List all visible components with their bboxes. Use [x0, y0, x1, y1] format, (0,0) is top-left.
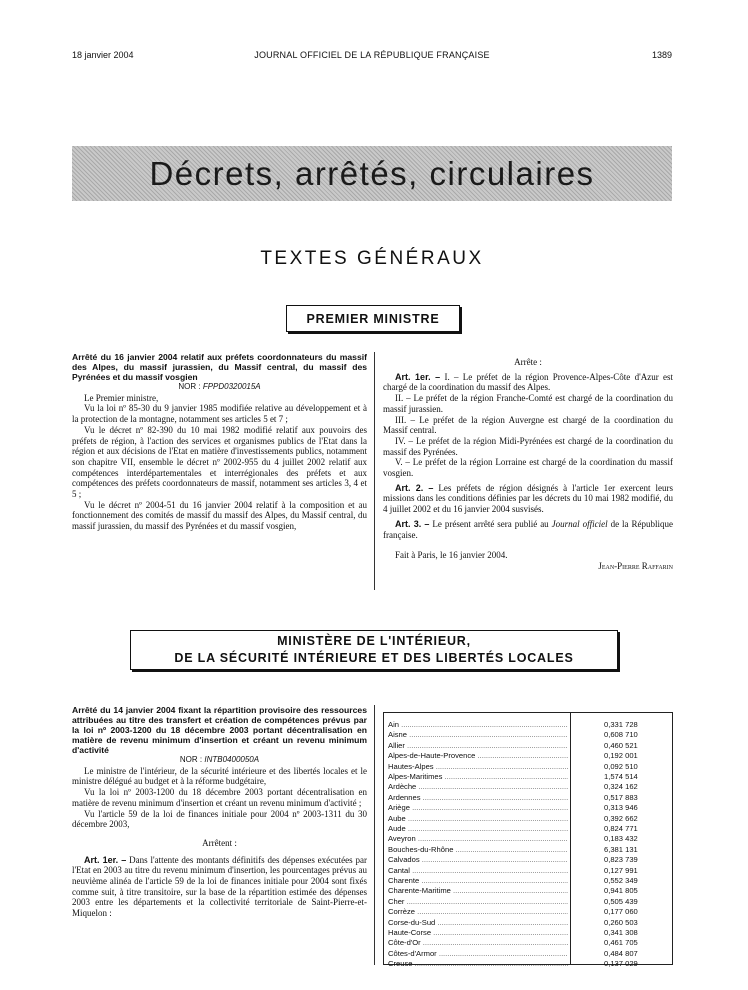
department-percentage: 0,127 991 — [604, 865, 638, 875]
department-name: Charente-Maritime ..... — [388, 885, 568, 896]
department-percentage: 0,941 805 — [604, 886, 638, 896]
department-name: Bouches-du-Rhône ..... — [388, 844, 568, 855]
ministere-line-1: MINISTÈRE DE L'INTÉRIEUR, — [277, 634, 471, 648]
department-percentage: 0,461 705 — [604, 938, 638, 948]
department-percentage: 0,824 771 — [604, 824, 638, 833]
article-text: Dans l'attente des montants définitifs des dépenses exécutées par l'Etat en 2003 au titre du revenu minimum d'insertion, les pourcentages prévus au neuvième alinéa de l'article 59 de la loi de finances initiale pour 2004 sont fixés comme suit, à titre transitoire, sur la base de la répartition estimée des dépenses 2003 entre les départements et la collectivité territoriale de Saint-Pierre-et-Miquelon : — [72, 854, 368, 919]
department-percentage: 0,137 029 — [604, 959, 638, 969]
column-divider — [374, 352, 375, 590]
department-name: Cher ..... — [388, 896, 568, 907]
arrete2-nor-label: NOR : — [179, 755, 203, 764]
arrete2-nor-code: INTB0400050A — [204, 755, 260, 764]
arrete2-article-1 — [72, 855, 367, 919]
department-name: Ardèche ..... — [388, 781, 568, 792]
arrete1-arrete: Arrête : — [514, 357, 542, 367]
department-name: Hautes-Alpes ..... — [388, 761, 568, 772]
banner-title: Décrets, arrêtés, circulaires — [149, 154, 595, 192]
article-text: de la République française. — [383, 518, 674, 540]
header-journal-title: JOURNAL OFFICIEL DE LA RÉPUBLIQUE FRANÇAISE — [254, 50, 490, 60]
department-percentage: 0,484 807 — [604, 948, 638, 958]
department-name: Charente ..... — [388, 875, 568, 886]
section-title: TEXTES GÉNÉRAUX — [260, 248, 484, 269]
department-name: Aube ..... — [388, 813, 568, 824]
department-percentage: 6,381 131 — [604, 844, 638, 854]
header-date: 18 janvier 2004 — [72, 50, 134, 60]
article-label: Art. 1er. – — [395, 371, 441, 382]
running-header — [72, 50, 672, 64]
department-percentage: 0,392 662 — [604, 813, 638, 823]
department-percentage: 0,505 439 — [604, 896, 638, 906]
department-name: Côte-d'Or ..... — [388, 937, 568, 948]
arrete1-nor-label: NOR : — [178, 382, 201, 391]
department-name: Corse-du-Sud ..... — [388, 917, 568, 928]
department-percentage: 0,341 308 — [604, 928, 638, 937]
department-name: Aisne ..... — [388, 729, 568, 740]
department-name: Aveyron ..... — [388, 833, 568, 844]
article-label: Art. 3. – — [395, 518, 430, 529]
article-label: Art. 2. – — [395, 482, 434, 493]
arrete2-title: Arrêté du 14 janvier 2004 fixant la répartition provisoire des ressources attribuées au titre des transfert et création de compétences prévus par la loi nº 2003-1200 du 18 décembre 2003 portant décentralisation en matière de revenu minimum d'insertion et créant un revenu minimum d'activité — [72, 705, 367, 755]
department-name: Alpes-de-Haute-Provence ..... — [388, 750, 568, 761]
department-percentage: 0,517 883 — [604, 792, 638, 802]
arrete1-signature: Jean-Pierre Raffarin — [598, 560, 673, 571]
arrete2-paragraph: Le ministre de l'intérieur, de la sécurité intérieure et des libertés locales et le ministre délégué au budget et à la réforme budgétaire, — [72, 765, 367, 787]
arrete1-article-1 — [383, 372, 673, 393]
arrete1-paragraph: Vu le décret nº 2004-51 du 16 janvier 2004 relatif à la composition et au fonctionnement des comités de massif du massif des Alpes, du Massif central, du massif jurassien, du massif des Pyrénées et du massif vosgien, — [72, 499, 367, 532]
arrete1-nor-code: FPPD0320015A — [202, 382, 261, 391]
department-name: Corrèze ..... — [388, 906, 568, 917]
article-text: I. – Le préfet de la région Provence-Alpes-Côte d'Azur est chargé de la coordination du massif des Alpes. — [383, 371, 673, 393]
department-name: Ariège ..... — [388, 802, 568, 813]
department-name: Calvados ..... — [388, 854, 568, 865]
ministere-line-2: DE LA SÉCURITÉ INTÉRIEURE ET DES LIBERTÉS LOCALES — [174, 651, 574, 665]
department-percentage: 0,183 432 — [604, 834, 638, 844]
table-row — [384, 958, 674, 969]
ministere-heading — [130, 630, 618, 670]
header-page-number: 1389 — [651, 50, 672, 60]
article-label: Art. 1er. – — [84, 854, 127, 865]
arrete1-right-column — [383, 357, 673, 572]
arrete1-paragraph: Le Premier ministre, — [84, 392, 159, 403]
arrete2-arretent: Arrêtent : — [202, 837, 237, 848]
department-percentage: 0,823 739 — [604, 855, 638, 865]
arrete2-left-column — [72, 705, 367, 919]
arrete1-article-2 — [383, 483, 673, 515]
arrete2-paragraph: Vu la loi nº 2003-1200 du 18 décembre 2003 portant décentralisation en matière de revenu minimum d'insertion et créant un revenu minimum d'activité ; — [72, 787, 367, 808]
department-percentage: 0,331 728 — [604, 720, 638, 729]
department-percentage: 0,608 710 — [604, 730, 638, 740]
department-name: Haute-Corse ..... — [388, 927, 568, 938]
premier-ministre-heading: PREMIER MINISTRE — [286, 305, 460, 332]
department-name: Cantal ..... — [388, 865, 568, 876]
department-percentage: 1,574 514 — [604, 772, 638, 781]
article-text: Le présent arrêté sera publié au — [432, 518, 549, 529]
department-name: Aude ..... — [388, 823, 568, 834]
department-percentage: 0,192 001 — [604, 751, 638, 761]
column-divider — [374, 705, 375, 965]
department-name: Alpes-Maritimes ..... — [388, 771, 568, 782]
arrete2-nor — [72, 755, 367, 766]
arrete1-fait: Fait à Paris, le 16 janvier 2004. — [395, 550, 508, 561]
department-percentage: 0,092 510 — [604, 761, 638, 771]
arrete1-paragraph: V. – Le préfet de la région Lorraine est chargé de la coordination du massif vosgien. — [383, 457, 673, 479]
section-banner — [72, 146, 672, 201]
arrete1-nor — [72, 382, 367, 393]
department-name: Ain ..... — [388, 719, 568, 730]
arrete1-left-column — [72, 352, 367, 532]
arrete2-paragraph: Vu l'article 59 de la loi de finances initiale pour 2004 nº 2003-1311 du 30 décembre 2003, — [72, 808, 367, 830]
arrete1-article-3 — [383, 519, 673, 540]
journal-officiel-italic: Journal officiel — [551, 518, 608, 529]
department-name: Creuse ..... — [388, 958, 568, 969]
department-name: Côtes-d'Armor ..... — [388, 948, 568, 959]
department-percentage: 0,552 349 — [604, 876, 638, 885]
arrete1-paragraph: Vu le décret nº 82-390 du 10 mai 1982 modifié relatif aux pouvoirs des préfets de région, à l'action des services et organismes publics de l'Etat dans la région et aux décisions de l'Etat en matière d'investissements publics, notamment son chapitre VII, ensemble le décret nº 2002-955 du 4 juillet 2002 relatif aux compétences interdépartementales et interrégionales des préfets et aux compétences des préfets coordonnateurs de massif, notamment ses articles 3, 4 et 5 ; — [72, 424, 367, 500]
department-name: Ardennes ..... — [388, 792, 568, 803]
arrete1-paragraph: Vu la loi nº 85-30 du 9 janvier 1985 modifiée relative au développement et à la protection de la montagne, notamment ses articles 5 et 7 ; — [72, 403, 367, 425]
department-percentage: 0,460 521 — [604, 740, 638, 750]
arrete1-paragraph: III. – Le préfet de la région Auvergne est chargé de la coordination du Massif central. — [383, 414, 673, 436]
department-percentage: 0,260 503 — [604, 917, 638, 927]
department-percentage: 0,177 060 — [604, 907, 638, 917]
department-percentage: 0,324 162 — [604, 782, 638, 792]
arrete1-paragraph: IV. – Le préfet de la région Midi-Pyrénées est chargé de la coordination du massif des Pyrénées. — [383, 435, 673, 457]
department-name: Allier ..... — [388, 740, 568, 751]
departments-table — [383, 712, 673, 969]
arrete1-title: Arrêté du 16 janvier 2004 relatif aux préfets coordonnateurs du massif des Alpes, du massif jurassien, du Massif central, du massif des Pyrénées et du massif vosgien — [72, 352, 367, 382]
department-percentage: 0,313 946 — [604, 803, 638, 813]
arrete1-paragraph: II. – Le préfet de la région Franche-Comté est chargé de la coordination du massif jurassien. — [383, 393, 673, 414]
article-text: Les préfets de région désignés à l'article 1er exercent leurs missions dans les conditions définies par les décrets du 10 mai 1982 modifié, du 4 juillet 2002 et du 16 janvier 2004 susvisés. — [383, 482, 674, 515]
